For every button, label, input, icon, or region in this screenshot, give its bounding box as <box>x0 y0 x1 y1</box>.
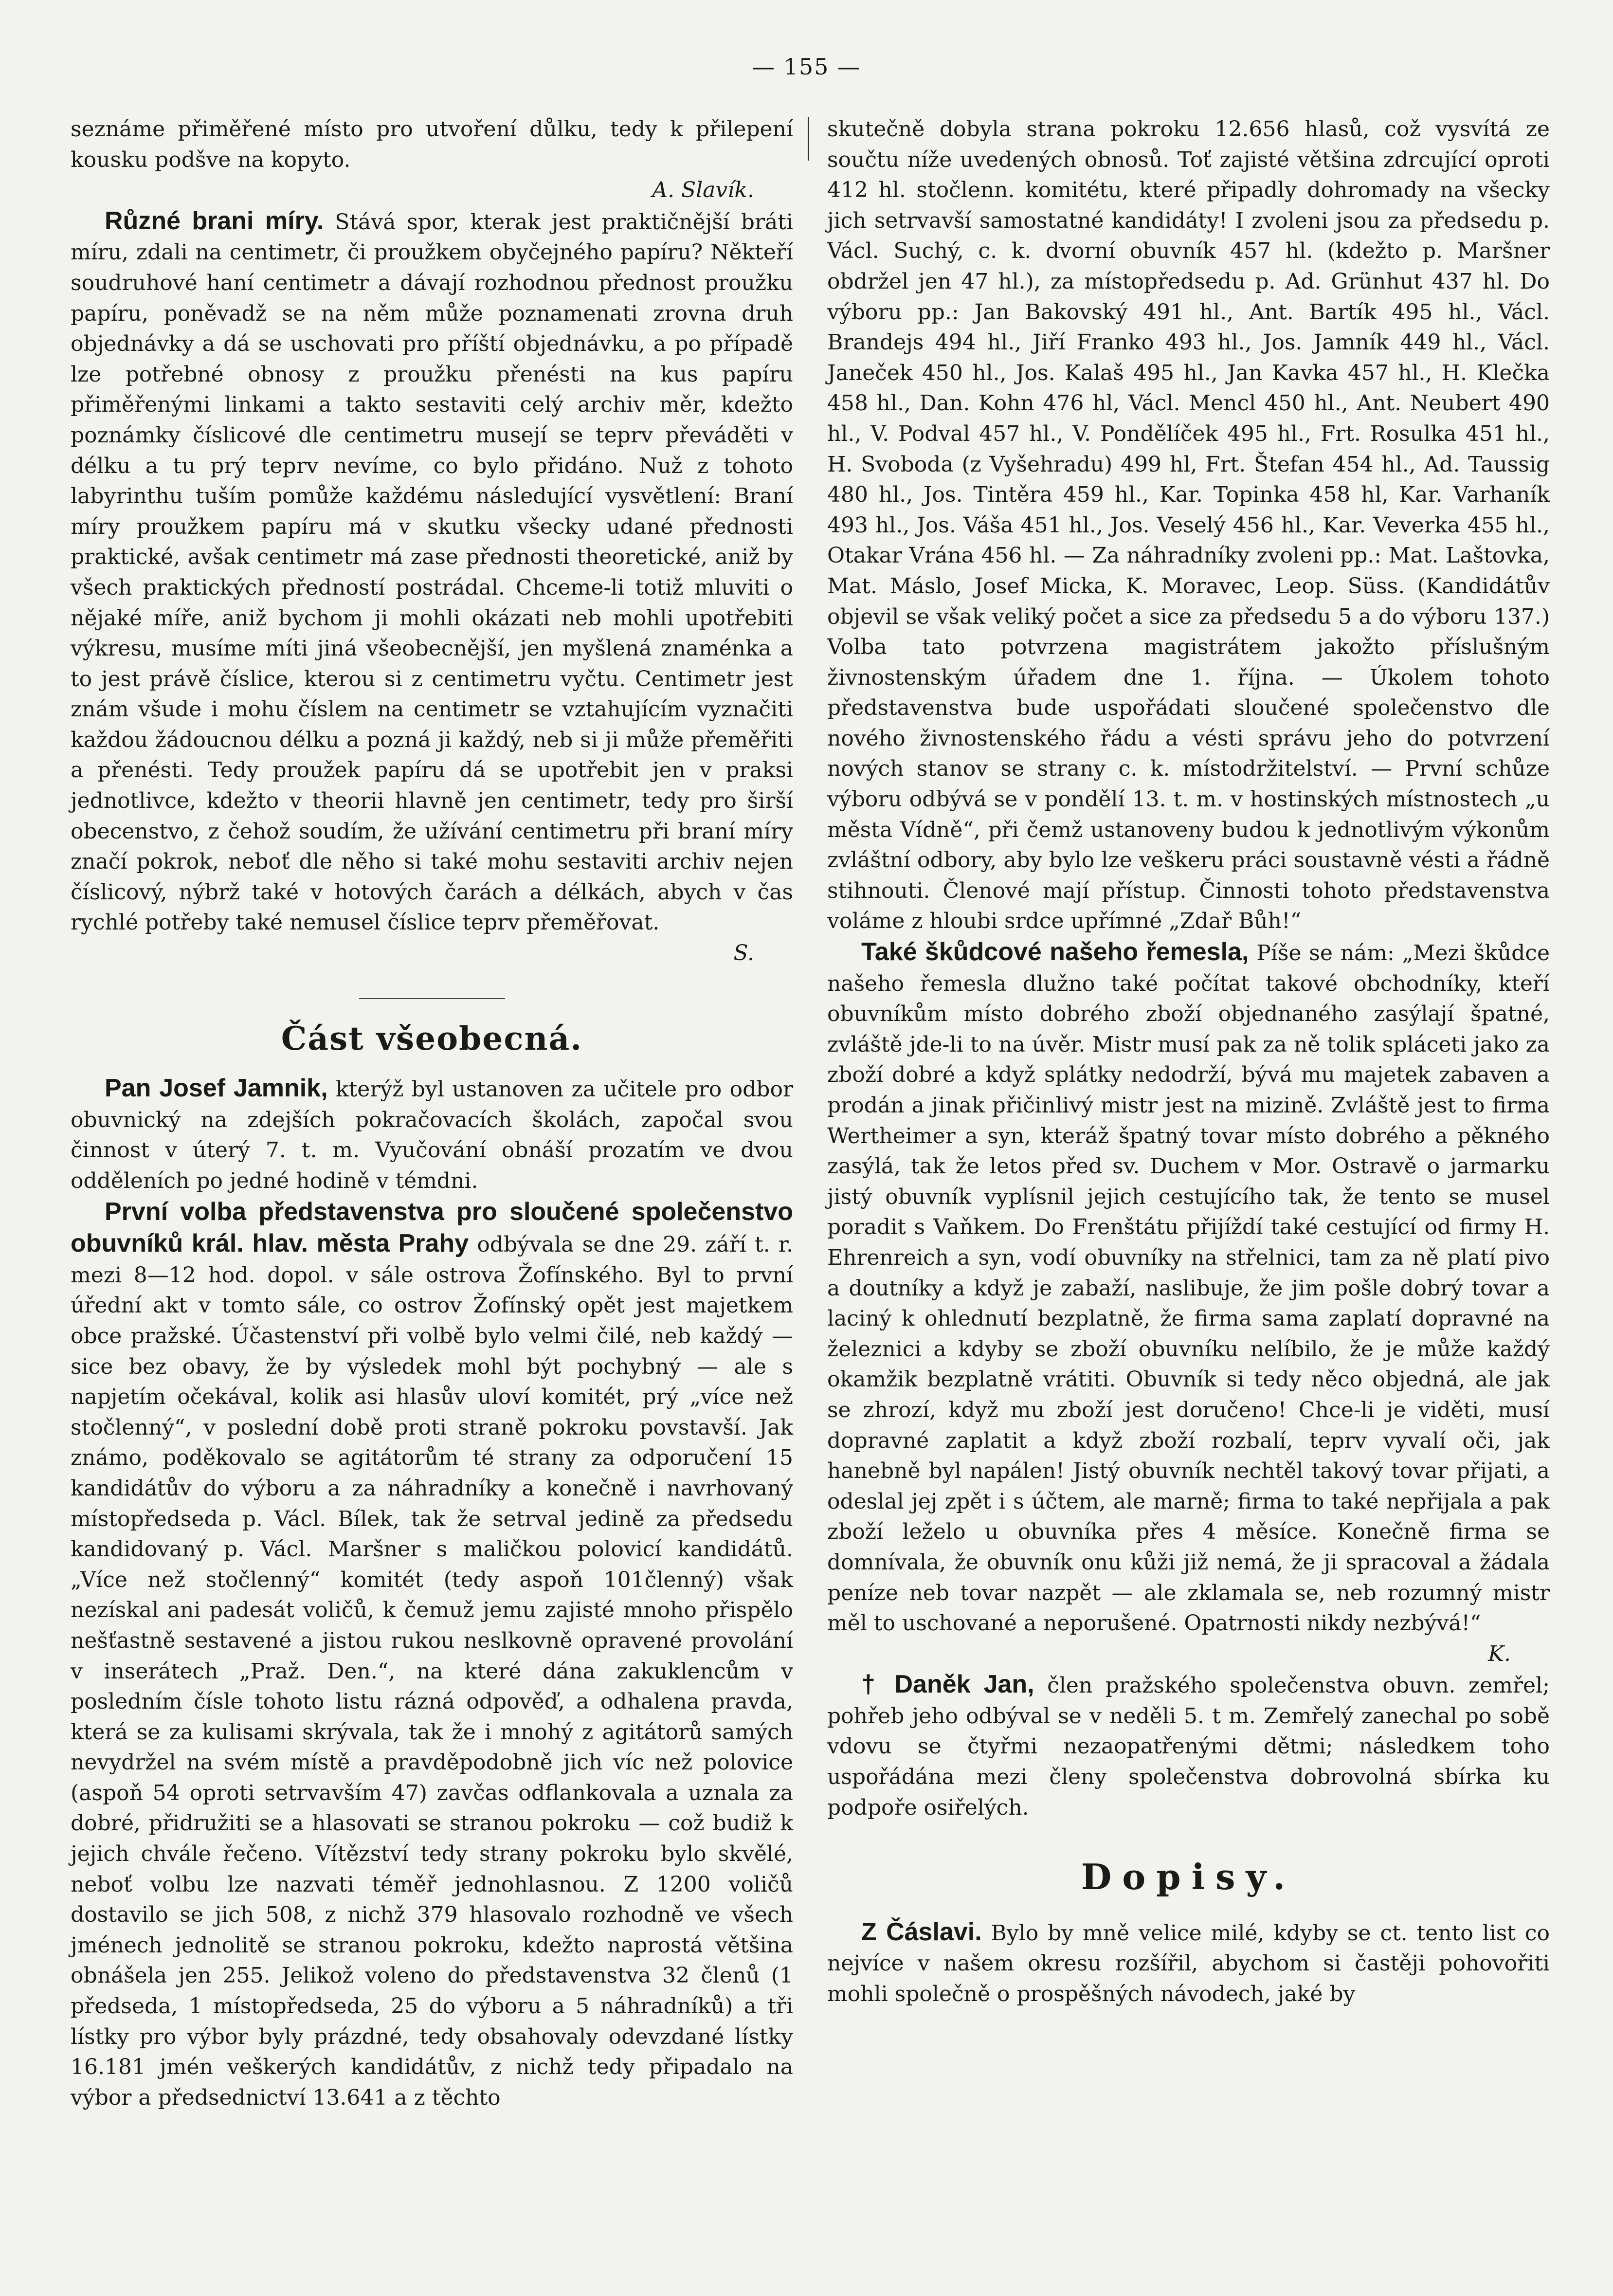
article-mery <box>71 206 793 938</box>
article-caslav-body: Bylo by mně velice milé, kdyby se ct. tento list co nejvíce v našem okresu rozšířil, abychom si častěji pohovořiti mohli společně o prospěšných návodech, jaké by <box>827 1920 1550 2007</box>
signature-k: K. <box>1488 1641 1511 1666</box>
article-volba-continued <box>827 114 1550 937</box>
heading-prvni-volba: První volba představenstva pro sloučené společenstvo obuvníků král. hlav. města Prahy <box>71 1197 793 1258</box>
heading-josef-jamnik: Pan Josef Jamnik, <box>105 1074 328 1103</box>
article-danek-body: člen pražského společenstva obuvn. zemřel; pohřeb jeho odbýval se v neděli 5. t m. Zemřelý zanechal po sobě vdovu se čtyřmi nezaopatřenými dětmi; následkem toho uspořádána mezi členy společenstva dobrovolná sbírka ku podpoře osiřelých. <box>827 1673 1550 1820</box>
article-jamnik <box>71 1073 793 1196</box>
article-slavik-body: seznáme přiměřené místo pro utvoření důlku, tedy k přilepení kousku podšve na kopyto. <box>71 117 793 172</box>
article-skudcove <box>827 937 1550 1639</box>
section-title-cast-vseobecna: Část všeobecná. <box>281 1019 583 1057</box>
article-mery-body: Stává spor, kterak jest praktičnější bráti míru, zdali na centimetr, či proužkem obyčejného papíru? Někteří soudruhové haní centimetr a dávají rozhodnou přednost proužku papíru, poněvadž se na něm může poznamenati zrovna druh objednávky a dá se uschovati pro příští objednávku, a po případě lze potřebné obnosy z proužku přenésti na kus papíru přiměřenými linkami a takto sestaviti celý archiv měr, kdežto poznámky číslicové dle centimetru musejí se teprv převáděti v délku a tu prý teprv nevíme, co bylo přidáno. Nuž z tohoto labyrinthu tuším pomůže každému následující vysvětlení: Braní míry proužkem papíru má v skutku všecky udané přednosti praktické, avšak centimetr má zase přednosti theoretické, aniž by všech praktických předností postrádal. Chceme-li totiž mluviti o nějaké míře, aniž bychom ji mohli okázati neb mohli upotřebiti výkresu, musíme míti jiná všeobecnější, jen myšlená znaménka a to jest právě číslice, kterou si z centimetru vyčtu. Centimetr jest znám všude i mohu číslem na centimetr se vztahujícím vyznačiti každou žádoucnou délku a pozná ji každý, neb si ji může přeměřiti a přenésti. Tedy proužek papíru dá se upotřebit jen v praksi jednotlivce, kdežto v theorii hlavně jen centimetr, tedy pro širší obecenstvo, z čehož soudím, že užívání centimetru při braní míry značí pokrok, neboť dle něho si také mohu sestaviti archiv nejen číslicový, nýbrž také v hotových čarách a délkách, abych v čas rychlé potřeby také nemusel číslice teprv přeměřovat. <box>71 209 793 935</box>
signature-slavik: A. Slavík. <box>652 178 754 203</box>
article-danek <box>827 1669 1550 1823</box>
article-volba-body: odbývala se dne 29. září t. r. mezi 8—12 hod. dopol. v sále ostrova Žofínského. Byl to první úřední akt v tomto sále, co ostrov Žofínský opět jest majetkem obce pražské. Účastenství při volbě bylo velmi čilé, neb každý — sice bez obavy, že by výsledek mohl být pochybný — ale s napjetím očekával, kolik asi hlasův uloví komitét, prý „více než stočlenný“, v poslední době proti straně pokroku povstavší. Jak známo, poděkovalo se agitátorům té strany za odporučení 15 kandidátův do výboru a za náhradníky a konečně i navrhovaný místopředseda p. Václ. Bílek, tak že setrval jedině za předsedu kandidovaný p. Václ. Maršner s maličkou polovicí kandidátů. „Více než stočlenný“ komitét (tedy aspoň 101členný) však nezískal ani padesát voličů, k čemuž jemu zajisté mnoho přispělo nešťastně sestavené a jistou rukou neslkovně opravené provolání v inserátech „Praž. Den.“, na které dána zakuklencům v posledním čísle tohoto listu rázná odpověď, a odhalena pravda, která se za kulisami skrývala, tak že i mnohý z agitátorů samých nevydržel na svém místě a pravděpodobně jich víc než polovice (aspoň 54 oproti setrvavším 47) zavčas odflankovala a uznala za dobré, přidružiti se a hlasovati se stranou pokroku — což budiž k jejich chvále řečeno. Vítězství tedy strany pokroku bylo skvělé, neboť volbu lze nazvati téměř jednohlasnou. Z 1200 voličů dostavilo se jich 508, z nichž 379 hlasovalo rozhodně ve všech jménech jednolitě se stranou pokroku, kdežto naprostá většina obnášela jen 255. Jelikož voleno do představenstva 32 členů (1 předseda, 1 místopředseda, 25 do výboru a 5 náhradníků) a tři lístky pro výbor byly prázdné, tedy obsahovaly odevzdané lístky 16.181 jmén veškerých kandidátův, z nichž tedy připadalo na výbor a předsednictví 13.641 a z těchto <box>71 1232 793 2110</box>
article-volba <box>71 1197 793 2114</box>
page-number: — 155 — <box>752 54 861 80</box>
left-column <box>71 114 793 2113</box>
article-jamnik-body: kterýž byl ustanoven za učitele pro odbor obuvnický na zdejších pokračovacích školách, započal svou činnost v úterý 7. t. m. Vyučování obnáší prozatím ve dvou odděleních po jedné hodině v témdni. <box>71 1077 793 1193</box>
section-divider <box>359 998 505 999</box>
heading-z-caslavi: Z Čáslavi. <box>861 1917 982 1946</box>
article-skudcove-body: Píše se nám: „Mezi škůdce našeho řemesla dlužno také počítat takové obchodníky, kteří obuvníkům místo dobrého zboží objednaného zasýlají špatné, zvláště jde-li to na úvěr. Mistr musí pak za ně tolik spláceti jako za zboží dobré a když splátky nedodrží, bývá mu majetek zabaven a prodán a jinak přičinlivý mistr jest na mizině. Zvláště jest to firma Wertheimer a syn, kteráž špatný tovar místo dobrého a pěkného zasýlá, tak že letos před sv. Duchem v Mor. Ostravě o jarmarku jistý obuvník vyplísnil jejich cestujícího tak, že tento se musel poradit s Vaňkem. Do Frenštátu přijíždí také cestující od firmy H. Ehrenreich a syn, vodí obuvníky na střelnici, tam za ně platí pivo a doutníky a když je zabaží, naslibuje, že jim pošle dobrý tovar a laciný k ohlednutí bezplatně, že firma sama zaplatí dopravné na železnici a kdyby se zboží obuvníku nelíbilo, že je může každý okamžik bezplatně vrátiti. Obuvník si tedy něco objedná, ale jak se zhrozí, když mu zboží jest doručeno! Chce-li je viděti, musí dopravné zaplatit a když zboží rozbalí, teprv vyvalí oči, jak hanebně byl napálen! Jistý obuvník nechtěl takový tovar přijati, a odeslal jej zpět i s účtem, ale marně; firma to také nepřijala a pak zboží leželo u obuvníka přes 4 měsíce. Konečně firma se domnívala, že obuvník onu kůži již nemá, že ji spracoval a žádala peníze neb tovar nazpět — ale zklamala se, neb rozumný mistr měl to uschované a neporušené. Opatrnosti nikdy nezbývá!“ <box>827 941 1550 1636</box>
heading-ruzne-brani-miry: Různé brani míry. <box>105 206 324 235</box>
signature-s: S. <box>733 941 754 966</box>
article-caslav <box>827 1917 1550 2010</box>
right-column <box>827 114 1550 2010</box>
heading-danek-jan: † Daněk Jan, <box>861 1670 1034 1699</box>
heading-skudcove: Také škůdcové našeho řemesla, <box>861 938 1249 966</box>
section-title-dopisy: Dopisy. <box>1081 1856 1296 1898</box>
article-volba-continued-body: skutečně dobyla strana pokroku 12.656 hlasů, což vysvítá ze součtu níže uvedených obnosů. Toť zajisté většina zdrcující oproti 412 hl. stočlenn. komitétu, které připadly dohromady na všecky jich setrvavší samostatné kandidáty! I zvoleni jsou za předsedu p. Václ. Suchý, c. k. dvorní obuvník 457 hl. (kdežto p. Maršner obdržel jen 47 hl.), za místopředsedu p. Ad. Grünhut 437 hl. Do výboru pp.: Jan Bakovský 491 hl., Ant. Bartík 495 hl., Václ. Brandejs 494 hl., Jiří Franko 493 hl., Jos. Jamník 449 hl., Václ. Janeček 450 hl., Jos. Kalaš 495 hl., Jan Kavka 457 hl., H. Klečka 458 hl., Dan. Kohn 476 hl, Václ. Mencl 450 hl., Ant. Neubert 490 hl., V. Podval 457 hl., V. Pondělíček 495 hl., Frt. Rosulka 451 hl., H. Svoboda (z Vyšehradu) 499 hl, Frt. Štefan 454 hl., Ad. Taussig 480 hl., Jos. Tintěra 459 hl., Kar. Topinka 458 hl, Kar. Varhaník 493 hl., Jos. Váša 451 hl., Jos. Veselý 456 hl., Kar. Veverka 455 hl., Otakar Vrána 456 hl. — Za náhradníky zvoleni pp.: Mat. Laštovka, Mat. Máslo, Josef Micka, K. Moravec, Leop. Süss. (Kandidátův objevil se však veliký počet a sice za předsedu 5 a do výboru 137.) Volba tato potvrzena magistrátem jakožto příslušným živnostenským úřadem dne 1. října. — Úkolem tohoto představenstva bude uspořádati sloučené společenstvo dle nového živnostenského řádu a vésti správu jeho do potvrzení nových stanov se strany c. k. místodržitelství. — První schůze výboru odbývá se v pondělí 13. t. m. v hostinských místnostech „u města Vídně“, při čemž ustanoveny budou k jednotlivým výkonům zvláštní odbory, aby bylo lze veškeru práci soustavně vésti a řádně stihnouti. Členové mají přístup. Činnosti tohoto představenstva voláme z hloubi srdce upřímné „Zdař Bůh!“ <box>827 117 1550 934</box>
article-slavik-text <box>71 114 793 175</box>
column-rule <box>808 117 809 161</box>
